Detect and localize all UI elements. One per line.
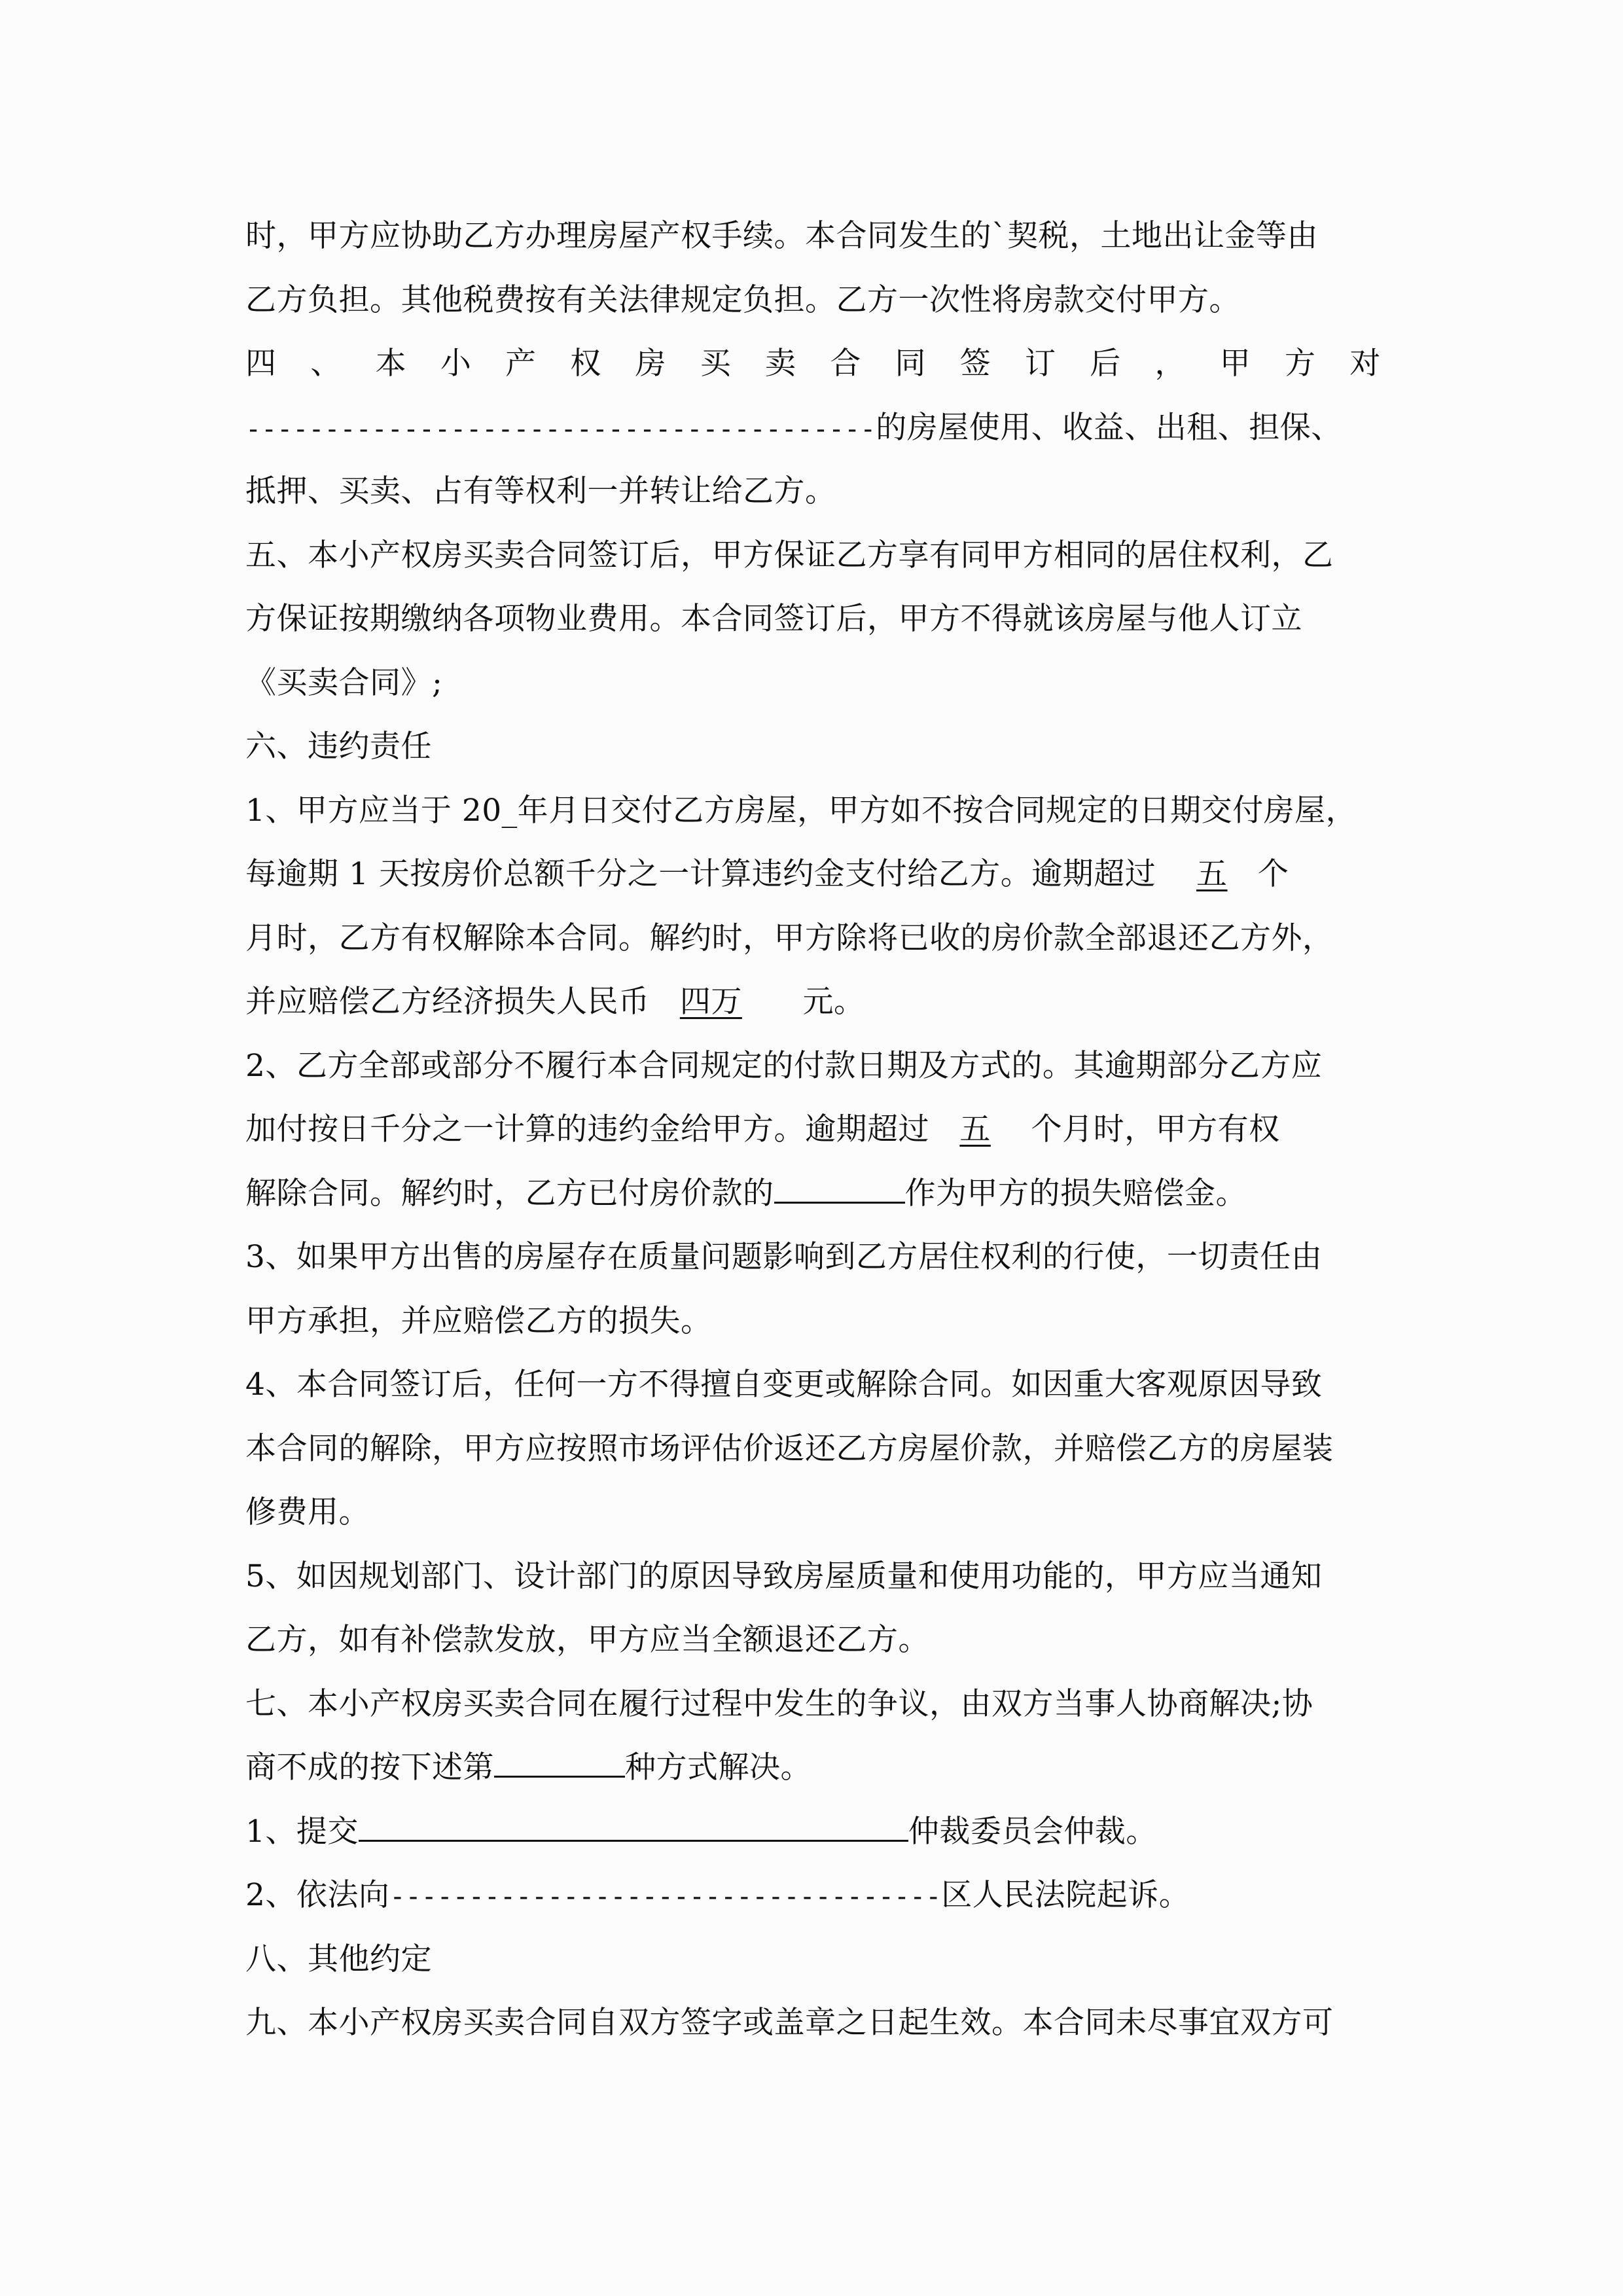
empty-blank	[494, 1749, 625, 1778]
text-line: 修费用。	[245, 1494, 370, 1530]
spread-char: 订	[1025, 346, 1056, 382]
text-line: 方保证按期缴纳各项物业费用。本合同签订后，甲方不得就该房屋与他人订立	[245, 601, 1302, 637]
spread-char: 权	[570, 346, 601, 382]
clause-9-line: 九、本小产权房买卖合同自双方签字或盖章之日起生效。本合同未尽事宜双方可	[245, 2005, 1334, 2041]
text-segment: 元。	[802, 984, 865, 1020]
text-line	[245, 1162, 1381, 1226]
clause-5-line: 五、本小产权房买卖合同签订后，甲方保证乙方享有同甲方相同的居住权利，乙	[245, 537, 1334, 573]
text-line: 3、如果甲方出售的房屋存在质量问题影响到乙方居住权利的行使，一切责任由	[245, 1239, 1323, 1275]
filled-blank	[1156, 856, 1258, 892]
text-segment: 2、依法向	[245, 1877, 390, 1913]
text-line: 乙方，如有补偿款发放，甲方应当全额退还乙方。	[245, 1622, 929, 1658]
filled-blank	[929, 1111, 1031, 1147]
spread-char: 产	[505, 346, 537, 382]
text-segment: 商不成的按下述第	[245, 1749, 494, 1785]
blank-dashes: ----------------------------------------	[245, 414, 876, 444]
text-segment: 每逾期 1 天按房价总额千分之一计算违约金支付给乙方。逾期超过	[245, 856, 1156, 892]
text-line: 甲方承担，并应赔偿乙方的损失。	[245, 1302, 712, 1339]
text-line: 月时，乙方有权解除本合同。解约时，甲方除将已收的房价款全部退还乙方外，	[245, 920, 1334, 956]
text-line: 乙方负担。其他税费按有关法律规定负担。乙方一次性将房款交付甲方。	[245, 281, 1240, 318]
text-segment: 解除合同。解约时，乙方已付房价款的	[245, 1175, 774, 1211]
filled-blank	[650, 984, 803, 1020]
text-line	[245, 1863, 1381, 1928]
spread-char: 、	[310, 346, 342, 382]
text-segment: 个月时，甲方有权	[1031, 1111, 1280, 1147]
text-line	[245, 1098, 1381, 1162]
text-segment: 并应赔偿乙方经济损失人民币	[245, 984, 650, 1020]
text-segment: 加付按日千分之一计算的违约金给甲方。逾期超过	[245, 1111, 929, 1147]
spread-char: 房	[635, 346, 666, 382]
text-line: 时，甲方应协助乙方办理房屋产权手续。本合同发生的`契税，土地出让金等由	[245, 218, 1318, 254]
spread-char: 卖	[765, 346, 796, 382]
spread-char: 方	[1285, 346, 1316, 382]
spread-char: 本	[375, 346, 406, 382]
filled-blank-value: 五	[1196, 856, 1228, 892]
spread-char: ，	[1154, 346, 1186, 382]
text-line: 《买卖合同》;	[245, 664, 443, 701]
text-line	[245, 842, 1381, 906]
text-line: 抵押、买卖、占有等权利一并转让给乙方。	[245, 473, 836, 509]
blank-dashes: -----------------------------------	[389, 1882, 942, 1912]
text-segment: 种方式解决。	[625, 1749, 812, 1785]
empty-blank	[774, 1175, 905, 1204]
spread-char: 四	[245, 346, 277, 382]
contract-page	[245, 204, 1381, 2055]
text-segment: 作为甲方的损失赔偿金。	[904, 1175, 1247, 1211]
spread-char: 对	[1349, 346, 1381, 382]
text-line: 4、本合同签订后，任何一方不得擅自变更或解除合同。如因重大客观原因导致	[245, 1367, 1323, 1403]
spread-char: 后	[1090, 346, 1121, 382]
text-segment: 仲裁委员会仲裁。	[908, 1813, 1157, 1850]
text-line	[245, 970, 1381, 1034]
text-segment: 1、提交	[245, 1813, 359, 1850]
empty-blank	[359, 1814, 908, 1842]
spread-char: 小	[440, 346, 472, 382]
spread-char: 买	[700, 346, 732, 382]
section-heading-other: 八、其他约定	[245, 1941, 432, 1977]
text-segment: 的房屋使用、收益、出租、担保、	[876, 409, 1342, 446]
text-line: 1、甲方应当于 20_年月日交付乙方房屋，甲方如不按合同规定的日期交付房屋，	[245, 792, 1357, 829]
text-segment: 区人民法院起诉。	[941, 1877, 1190, 1913]
section-heading-breach: 六、违约责任	[245, 728, 432, 764]
clause-4-heading-line	[245, 332, 1381, 396]
spread-char: 甲	[1219, 346, 1251, 382]
text-line: 2、乙方全部或部分不履行本合同规定的付款日期及方式的。其逾期部分乙方应	[245, 1047, 1323, 1084]
text-segment: 个	[1257, 856, 1289, 892]
text-line	[245, 1736, 1381, 1800]
spread-char: 合	[830, 346, 861, 382]
spread-char: 同	[895, 346, 926, 382]
text-line: 本合同的解除，甲方应按照市场评估价返还乙方房屋价款，并赔偿乙方的房屋装	[245, 1430, 1334, 1467]
spread-char: 签	[959, 346, 991, 382]
filled-blank-value: 五	[959, 1111, 991, 1147]
filled-blank-value: 四万	[679, 984, 742, 1020]
text-line	[245, 1800, 1381, 1864]
text-line	[245, 396, 1381, 460]
clause-7-line: 七、本小产权房买卖合同在履行过程中发生的争议，由双方当事人协商解决;协	[245, 1685, 1313, 1722]
text-line: 5、如因规划部门、设计部门的原因导致房屋质量和使用功能的，甲方应当通知	[245, 1558, 1323, 1594]
